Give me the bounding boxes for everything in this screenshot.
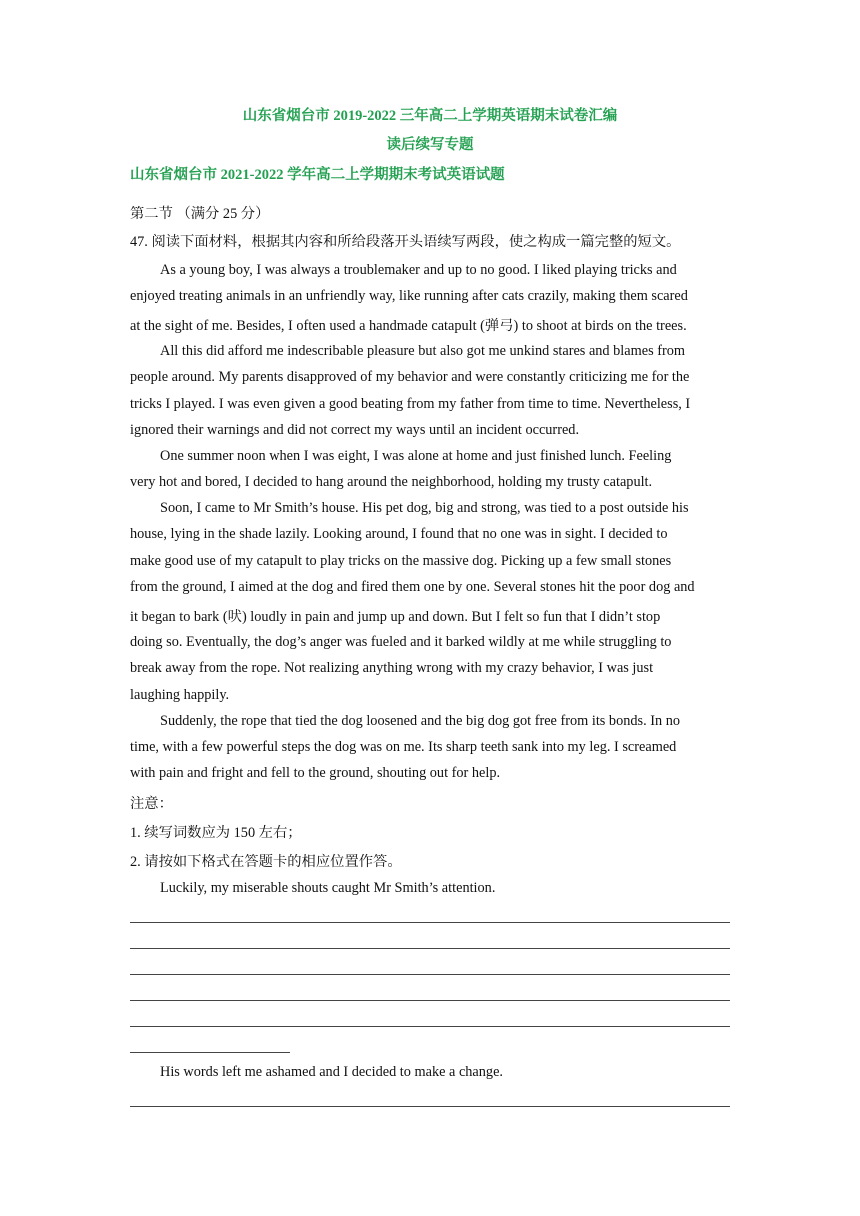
note-item: 1. 续写词数应为 150 左右； xyxy=(130,825,302,841)
answer-line xyxy=(130,1052,290,1053)
passage-line: doing so. Eventually, the dog’s anger was fueled and it barked wildly at me while struggling to xyxy=(130,634,672,650)
passage-line: very hot and bored, I decided to hang around the neighborhood, holding my trusty catapult. xyxy=(130,474,653,490)
passage-line: from the ground, I aimed at the dog and fired them one by one. Several stones hit the poor dog and xyxy=(130,579,695,595)
passage-line: house, lying in the shade lazily. Looking around, I found that no one was in sight. I decided to xyxy=(130,526,668,542)
passage-line: One summer noon when I was eight, I was alone at home and just finished lunch. Feeling xyxy=(160,448,672,464)
notes-label: 注意： xyxy=(130,796,173,812)
answer-line xyxy=(130,1000,730,1001)
answer-line xyxy=(130,922,730,923)
passage-line: Soon, I came to Mr Smith’s house. His pet dog, big and strong, was tied to a post outside his xyxy=(160,500,689,516)
passage-line: at the sight of me. Besides, I often used a handmade catapult (弹弓) to shoot at birds on the trees. xyxy=(130,318,687,334)
answer-line xyxy=(130,1106,730,1107)
topic-title: 读后续写专题 xyxy=(386,137,474,153)
passage-line: it began to bark (吠) loudly in pain and jump up and down. But I felt so fun that I didn’t stop xyxy=(130,609,661,625)
passage-line: people around. My parents disapproved of my behavior and were constantly criticizing me for the xyxy=(130,369,690,385)
answer-line xyxy=(130,948,730,949)
passage-line: enjoyed treating animals in an unfriendly way, like running after cats crazily, making them scared xyxy=(130,288,688,304)
passage-line: break away from the rope. Not realizing anything wrong with my crazy behavior, I was just xyxy=(130,660,654,676)
passage-line: ignored their warnings and did not correct my ways until an incident occurred. xyxy=(130,422,580,438)
continuation-prompt-1: Luckily, my miserable shouts caught Mr Smith’s attention. xyxy=(160,880,496,896)
passage-line: time, with a few powerful steps the dog was on me. Its sharp teeth sank into my leg. I screamed xyxy=(130,739,677,755)
passage-line: make good use of my catapult to play tricks on the massive dog. Picking up a few small stones xyxy=(130,553,672,569)
document-title: 山东省烟台市 2019-2022 三年高二上学期英语期末试卷汇编 xyxy=(242,108,618,124)
passage-line: with pain and fright and fell to the ground, shouting out for help. xyxy=(130,765,501,781)
passage-line: All this did afford me indescribable pleasure but also got me unkind stares and blames from xyxy=(160,343,686,359)
answer-line xyxy=(130,1026,730,1027)
continuation-prompt-2: His words left me ashamed and I decided to make a change. xyxy=(160,1064,503,1080)
passage-line: laughing happily. xyxy=(130,687,230,703)
passage-line: tricks I played. I was even given a good beating from my father from time to time. Nevertheless, I xyxy=(130,396,691,412)
note-item: 2. 请按如下格式在答题卡的相应位置作答。 xyxy=(130,854,402,870)
section-label: 第二节 （满分 25 分） xyxy=(130,206,270,222)
exam-title: 山东省烟台市 2021-2022 学年高二上学期期末考试英语试题 xyxy=(130,167,505,183)
passage-line: Suddenly, the rope that tied the dog loosened and the big dog got free from its bonds. In no xyxy=(160,713,681,729)
question-instruction: 47. 阅读下面材料，根据其内容和所给段落开头语续写两段，使之构成一篇完整的短文。 xyxy=(130,234,681,250)
passage-line: As a young boy, I was always a troublemaker and up to no good. I liked playing tricks and xyxy=(160,262,677,278)
answer-line xyxy=(130,974,730,975)
